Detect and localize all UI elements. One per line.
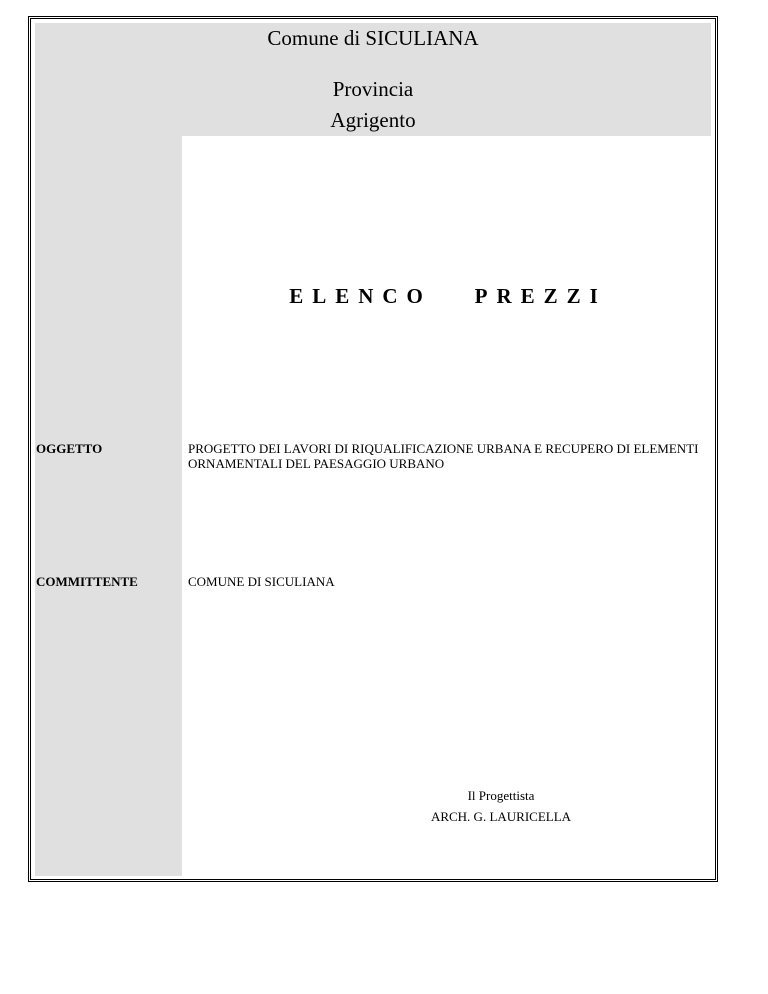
comune-title: Comune di SICULIANA (267, 26, 479, 50)
oggetto-value: PROGETTO DEI LAVORI DI RIQUALIFICAZIONE URBANA E RECUPERO DI ELEMENTI ORNAMENTALI DEL PAESAGGIO URBANO (188, 441, 699, 471)
signature-name: ARCH. G. LAURICELLA (430, 809, 572, 824)
document-frame (28, 16, 718, 882)
header-band (35, 23, 711, 136)
signature-role: Il Progettista (467, 788, 535, 803)
provincia-label: Provincia (332, 77, 414, 101)
oggetto-label: OGGETTO (36, 441, 103, 456)
document-title: ELENCO PREZZI (289, 284, 607, 308)
committente-label: COMMITTENTE (36, 574, 138, 589)
committente-value: COMUNE DI SICULIANA (188, 574, 335, 589)
left-label-column (35, 136, 182, 876)
provincia-name: Agrigento (330, 108, 416, 132)
